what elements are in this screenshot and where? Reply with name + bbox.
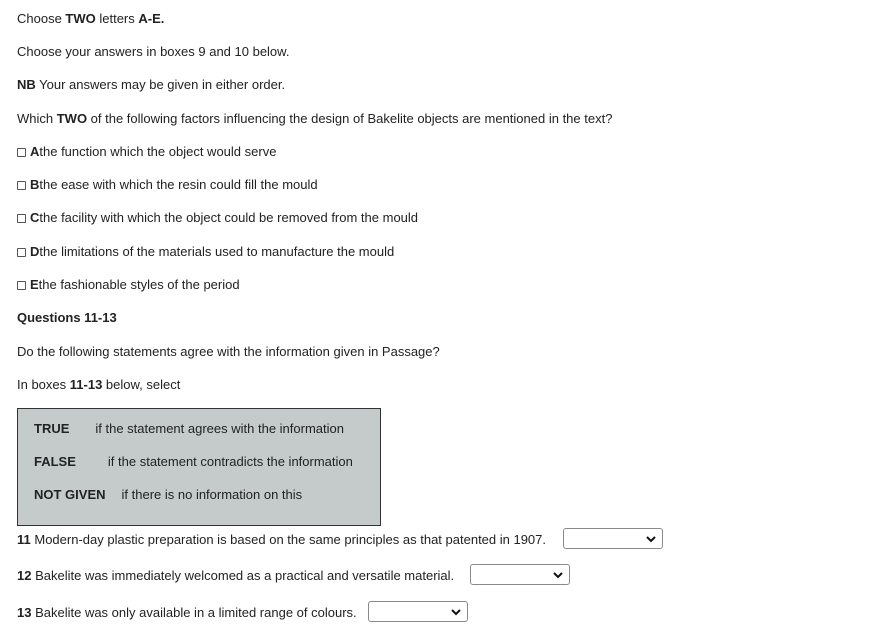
option-d[interactable]: D the limitations of the materials used to manufacture the mould [17,244,394,260]
option-a[interactable]: A the function which the object would serve [17,144,276,160]
instruction-nb: NB Your answers may be given in either order. [17,77,286,92]
checkbox-b[interactable] [17,181,26,190]
instruction-answers: Choose your answers in boxes 9 and 10 below. [17,44,290,59]
chevron-down-icon [552,569,564,581]
checkbox-d[interactable] [17,248,26,257]
question-prompt: Which TWO of the following factors influencing the design of Bakelite objects are mentioned in the text? [17,111,613,126]
section-instruction: Do the following statements agree with the information given in Passage? [17,344,440,359]
boxes-instruction: In boxes 11-13 below, select [17,377,181,392]
answer-legend-box [17,408,381,526]
question-13: 13 Bakelite was only available in a limited range of colours. [17,605,357,620]
answer-select-12[interactable] [470,564,570,585]
legend-true: TRUE if the statement agrees with the information [34,421,344,436]
chevron-down-icon [645,533,657,545]
option-b[interactable]: B the ease with which the resin could fill the mould [17,177,318,193]
answer-select-11[interactable] [563,528,663,549]
answer-select-13[interactable] [368,601,468,622]
instruction-choose: Choose TWO letters A-E. [17,11,165,26]
question-12: 12 Bakelite was immediately welcomed as a practical and versatile material. [17,568,455,583]
checkbox-c[interactable] [17,214,26,223]
legend-false: FALSE if the statement contradicts the information [34,454,353,469]
section-heading: Questions 11-13 [17,310,117,325]
checkbox-e[interactable] [17,281,26,290]
legend-not-given: NOT GIVEN if there is no information on this [34,487,303,502]
chevron-down-icon [450,606,462,618]
checkbox-a[interactable] [17,148,26,157]
option-e[interactable]: E the fashionable styles of the period [17,277,240,293]
question-11: 11 Modern-day plastic preparation is based on the same principles as that patented in 1907. [17,532,547,547]
option-c[interactable]: C the facility with which the object could be removed from the mould [17,210,418,226]
